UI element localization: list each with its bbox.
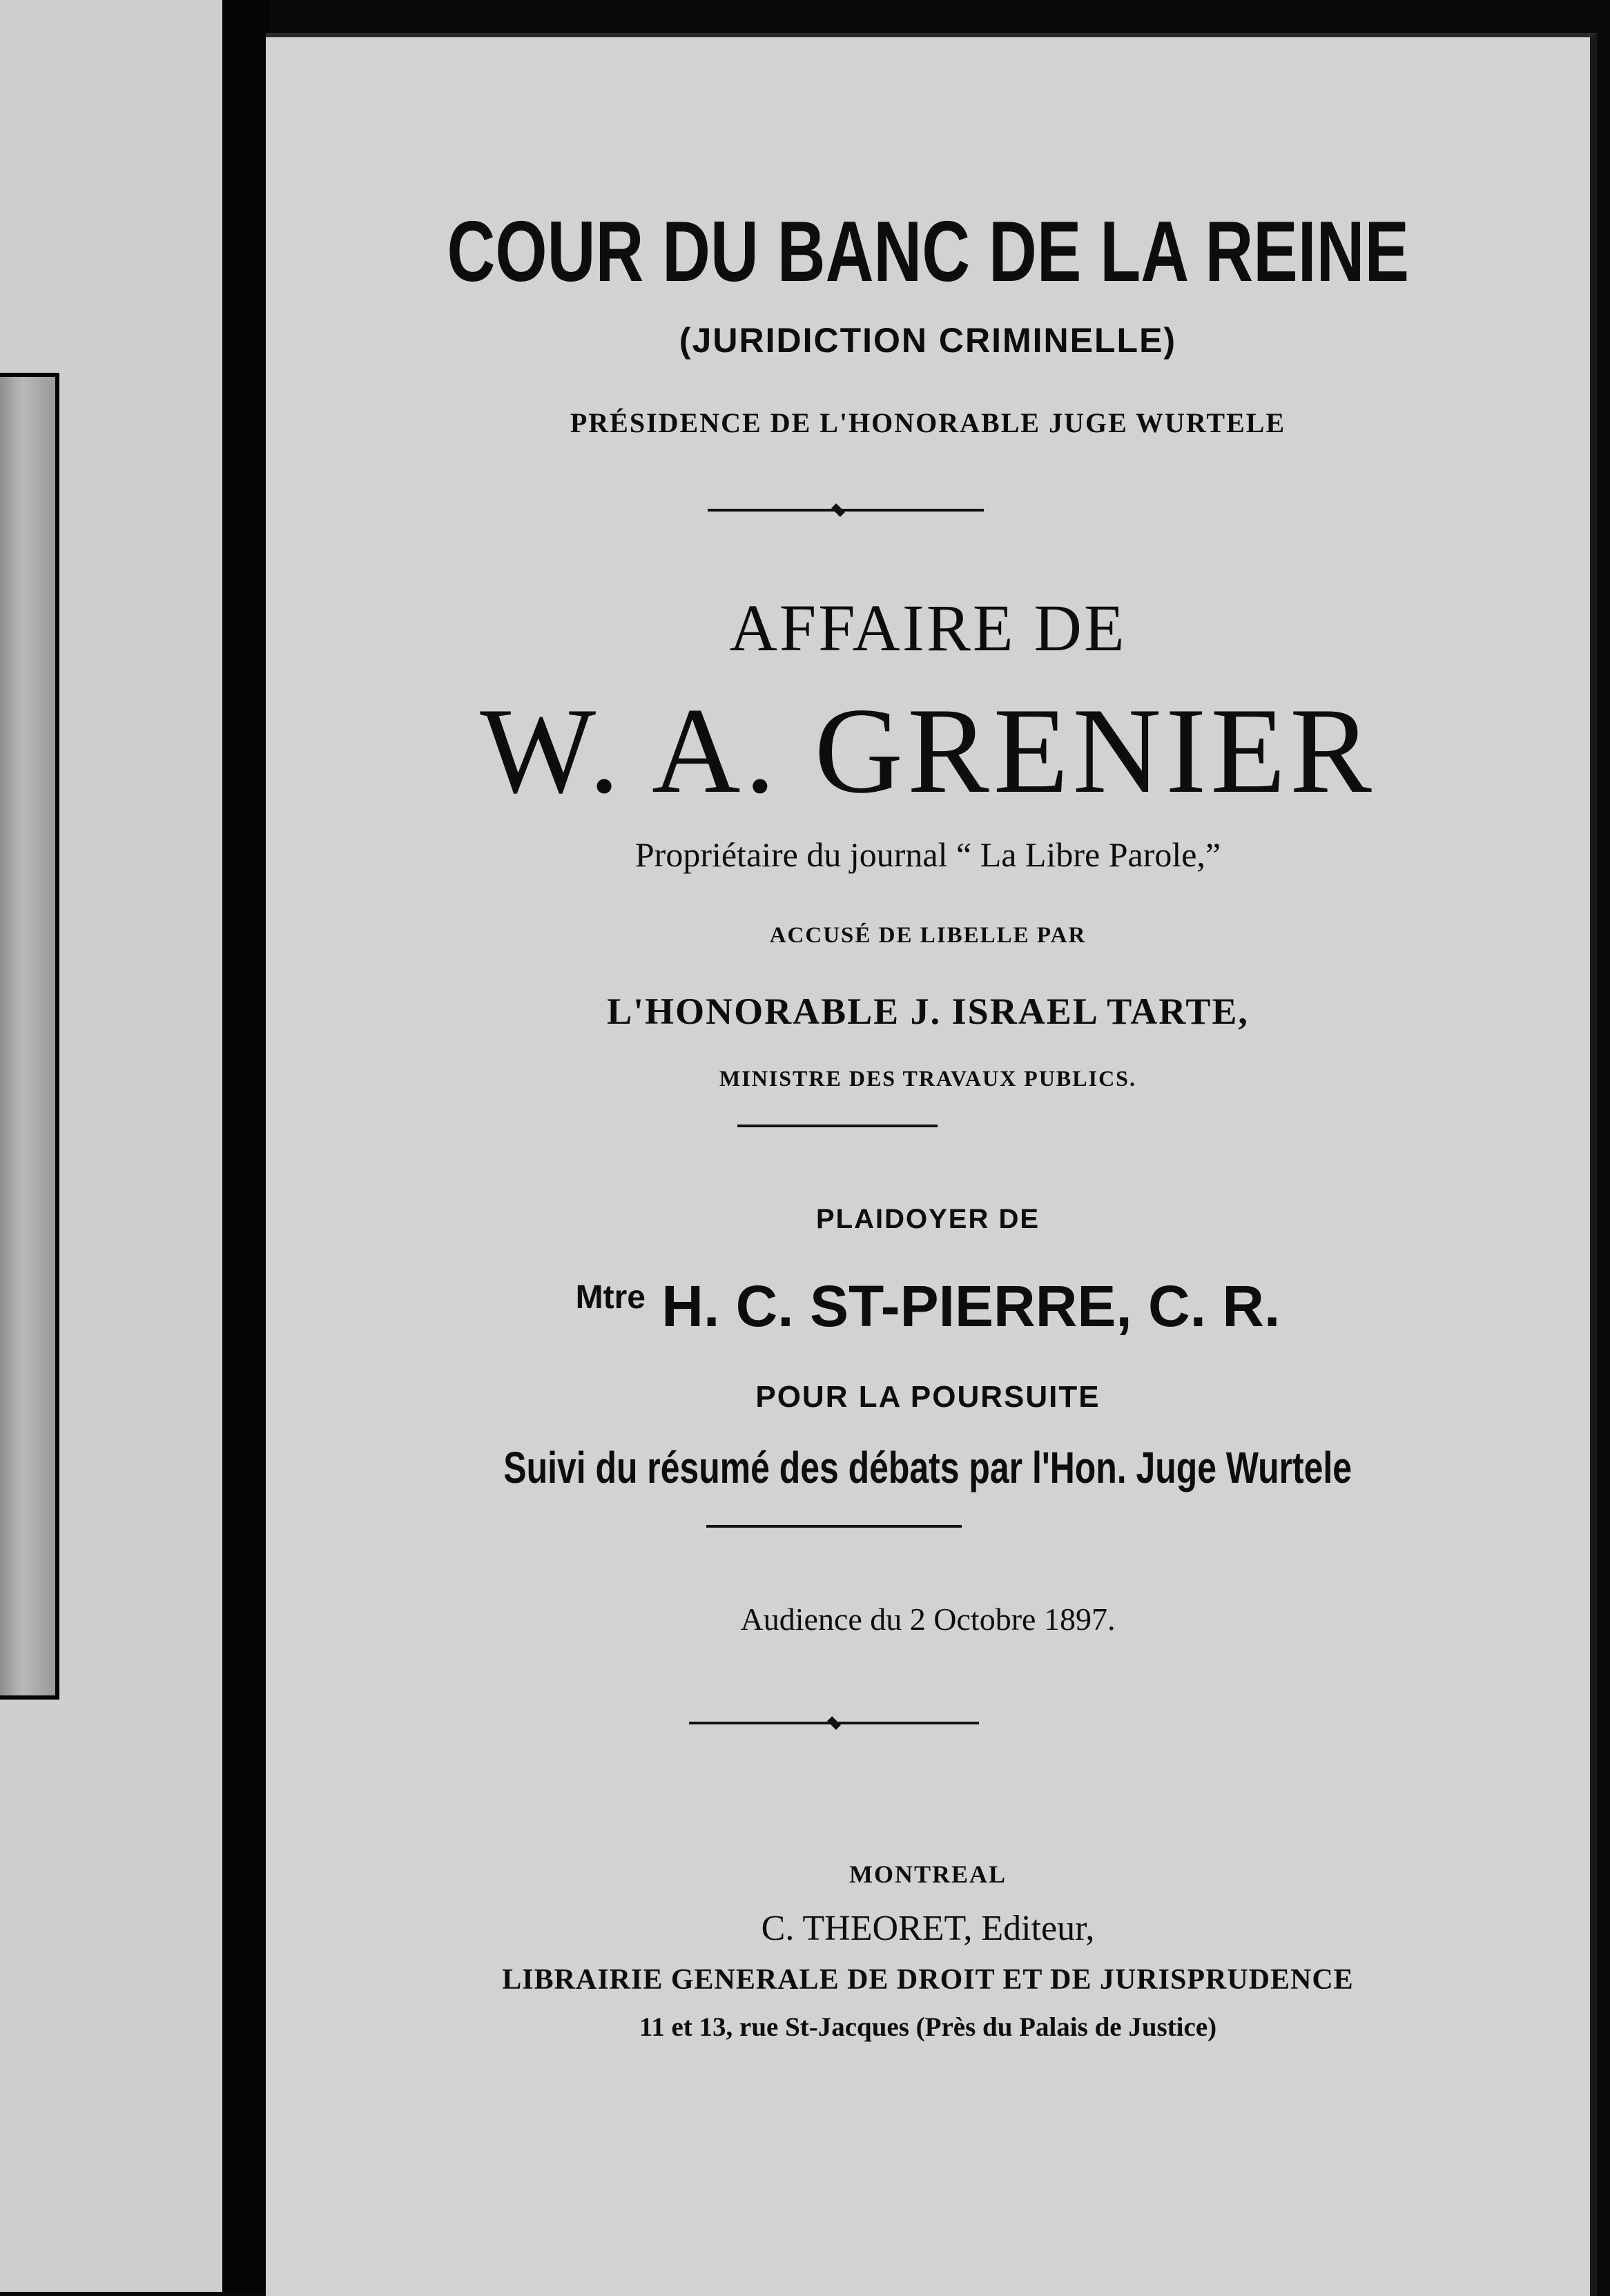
publisher-address: 11 et 13, rue St-Jacques (Près du Palais de Justice) xyxy=(639,2012,1217,2042)
summary-line: Suivi du résumé des débats par l'Hon. Juge Wurtele xyxy=(503,1443,1352,1492)
book-gutter xyxy=(222,0,269,2292)
accusation: ACCUSÉ DE LIBELLE PAR xyxy=(769,923,1087,948)
affair-intro: AFFAIRE DE xyxy=(729,591,1127,665)
divider-rule-2 xyxy=(706,1525,962,1528)
publisher-editor: C. THEORET, Editeur, xyxy=(761,1909,1095,1948)
hearing-date: Audience du 2 Octobre 1897. xyxy=(740,1602,1116,1637)
plaintiff-title: MINISTRE DES TRAVAUX PUBLICS. xyxy=(719,1066,1136,1091)
divider-rule xyxy=(737,1125,938,1127)
ornament-diamond-bottom xyxy=(827,1716,841,1730)
counsel-name xyxy=(266,1273,1590,1340)
publisher-library: LIBRAIRIE GENERALE DE DROIT ET DE JURISPRUDENCE xyxy=(502,1964,1354,1996)
facing-page-illustration xyxy=(0,373,59,1700)
defendant-name: W. A. GRENIER xyxy=(480,682,1376,819)
pleading-intro: PLAIDOYER DE xyxy=(815,1204,1040,1234)
counsel: H. C. ST-PIERRE, C. R. xyxy=(661,1274,1281,1339)
jurisdiction: (JURIDICTION CRIMINELLE) xyxy=(679,321,1177,360)
court-title: COUR DU BANC DE LA REINE xyxy=(447,204,1409,300)
title-page xyxy=(266,33,1597,2296)
facing-page xyxy=(0,0,222,2292)
prosecution-label: POUR LA POURSUITE xyxy=(755,1380,1100,1414)
presidency: PRÉSIDENCE DE L'HONORABLE JUGE WURTELE xyxy=(570,407,1286,438)
defendant-description: Propriétaire du journal “ La Libre Parole,” xyxy=(634,835,1221,874)
counsel-prefix: Mtre xyxy=(575,1279,646,1316)
ornament-diamond xyxy=(831,503,845,517)
ornament-rule-top xyxy=(708,509,984,512)
publisher-city: MONTREAL xyxy=(848,1860,1007,1888)
plaintiff-name: L'HONORABLE J. ISRAEL TARTE, xyxy=(607,991,1249,1032)
